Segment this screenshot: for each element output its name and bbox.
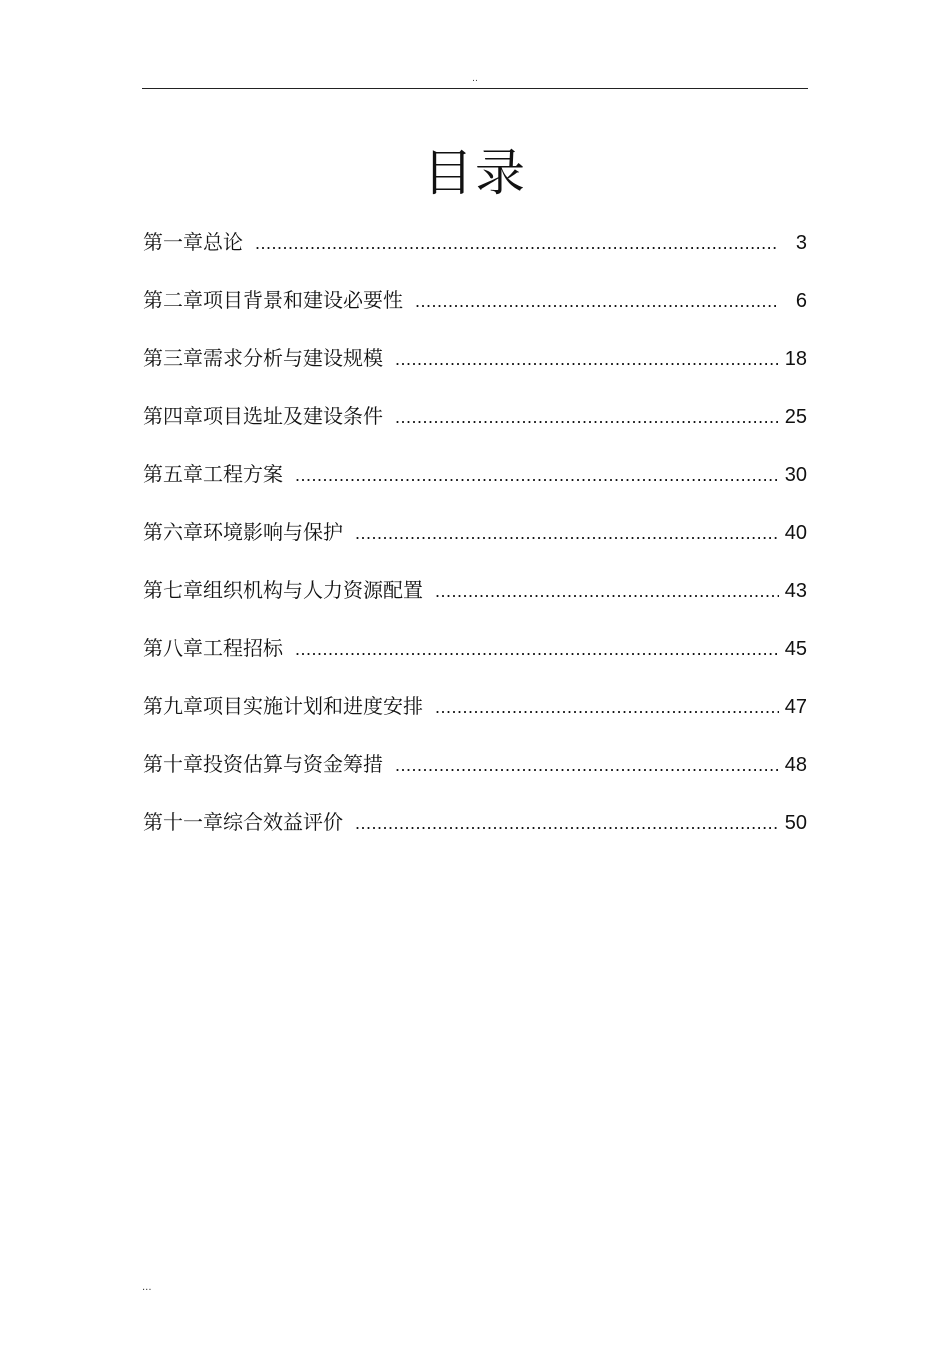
- toc-entry-label: 第八章工程招标: [143, 636, 283, 660]
- toc-entry-11[interactable]: [143, 802, 807, 860]
- footer-mark: ...: [142, 1282, 152, 1293]
- toc-page-number: 45: [784, 638, 807, 660]
- toc-dot-leader: [435, 687, 779, 727]
- toc-entry-label: 第六章环境影响与保护: [143, 520, 343, 544]
- toc-entry-label: 第七章组织机构与人力资源配置: [143, 578, 423, 602]
- toc-dot-leader: [395, 397, 779, 437]
- toc-page-number: 6: [795, 290, 807, 312]
- toc-page-number: 47: [784, 696, 807, 718]
- page-title: 目录: [423, 144, 527, 202]
- toc-dot-leader: [295, 629, 779, 669]
- toc-dot-leader: [415, 281, 779, 321]
- toc-entry-6[interactable]: [143, 512, 807, 570]
- toc-page-number: 25: [784, 406, 807, 428]
- toc-entry-label: 第二章项目背景和建设必要性: [143, 288, 403, 312]
- toc-entry-7[interactable]: [143, 570, 807, 628]
- toc-entry-5[interactable]: [143, 454, 807, 512]
- toc-dot-leader: [355, 513, 779, 553]
- toc-entry-label: 第九章项目实施计划和进度安排: [143, 694, 423, 718]
- toc-dot-leader: [395, 339, 779, 379]
- toc-dot-leader: [355, 803, 779, 843]
- toc-dot-leader: [435, 571, 779, 611]
- toc-entry-label: 第四章项目选址及建设条件: [143, 404, 383, 428]
- toc-entry-2[interactable]: [143, 280, 807, 338]
- toc-dot-leader: [395, 745, 779, 785]
- toc-page-number: 50: [784, 812, 807, 834]
- toc-entry-label: 第一章总论: [143, 230, 243, 254]
- toc-entry-label: 第十章投资估算与资金筹措: [143, 752, 383, 776]
- toc-entry-3[interactable]: [143, 338, 807, 396]
- toc-entry-4[interactable]: [143, 396, 807, 454]
- header-mark: ..: [472, 74, 478, 84]
- toc-page-number: 18: [784, 348, 807, 370]
- toc-entry-8[interactable]: [143, 628, 807, 686]
- table-of-contents: [143, 222, 807, 860]
- toc-entry-label: 第五章工程方案: [143, 462, 283, 486]
- toc-entry-1[interactable]: [143, 222, 807, 280]
- toc-page-number: 40: [784, 522, 807, 544]
- toc-entry-10[interactable]: [143, 744, 807, 802]
- toc-entry-9[interactable]: [143, 686, 807, 744]
- toc-dot-leader: [255, 223, 779, 263]
- toc-entry-label: 第三章需求分析与建设规模: [143, 346, 383, 370]
- toc-page-number: 3: [795, 232, 807, 254]
- toc-page-number: 30: [784, 464, 807, 486]
- header-rule: [142, 88, 808, 89]
- toc-page-number: 43: [784, 580, 807, 602]
- toc-entry-label: 第十一章综合效益评价: [143, 810, 343, 834]
- toc-page-number: 48: [784, 754, 807, 776]
- toc-dot-leader: [295, 455, 779, 495]
